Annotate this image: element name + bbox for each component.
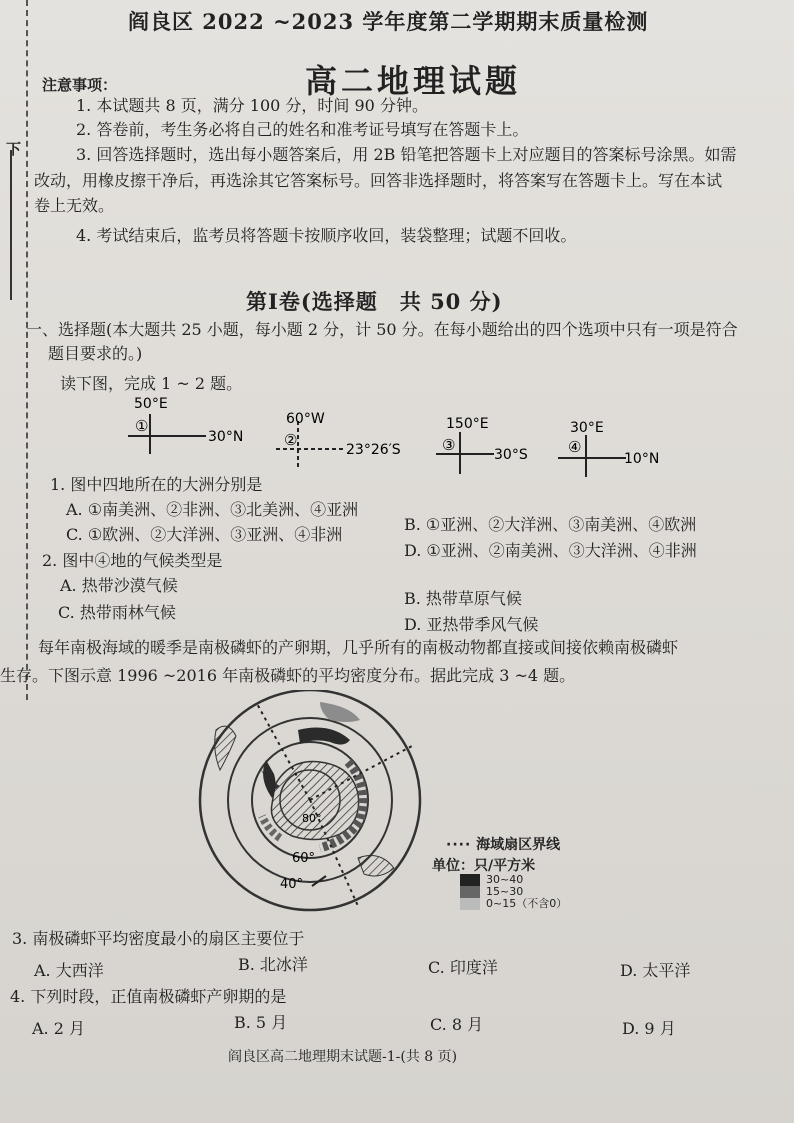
question-3-option-d: D. 太平洋 xyxy=(620,961,691,980)
notice-item: 3. 回答选择题时，选出每小题答案后，用 2B 铅笔把答题卡上对应题目的答案标号涂黑。如需 xyxy=(76,145,737,164)
legend-swatches xyxy=(460,874,482,912)
location-4-diagram xyxy=(550,415,690,485)
notice-item: 改动，用橡皮擦干净后，再选涂其它答案标号。回答非选择题时，将答案写在答题卡上。写在本试 xyxy=(34,171,723,190)
question-1-stem: 1. 图中四地所在的大洲分别是 xyxy=(50,475,263,494)
location-3-lon: 150°E xyxy=(446,416,489,432)
section-instruction: 一、选择题(本大题共 25 小题，每小题 2 分，计 50 分。在每小题给出的四个选项中只有一项是符合 xyxy=(26,320,738,339)
question-3-stem: 3. 南极磷虾平均密度最小的扇区主要位于 xyxy=(12,929,305,948)
location-1-label: ① xyxy=(135,417,149,435)
location-2-lat: 23°26′S xyxy=(346,442,401,458)
section-title: 第Ⅰ卷(选择题 共 50 分) xyxy=(246,289,503,314)
notice-item: 2. 答卷前，考生务必将自己的姓名和准考证号填写在答题卡上。 xyxy=(76,120,529,139)
legend-mid: 15~30 xyxy=(486,885,524,898)
question-4-option-c: C. 8 月 xyxy=(430,1015,484,1034)
question-2-option-c: C. 热带雨林气候 xyxy=(58,603,176,622)
notice-item: 卷上无效。 xyxy=(34,196,115,215)
question-4-option-d: D. 9 月 xyxy=(622,1019,676,1038)
antarctica-shape xyxy=(271,761,358,839)
question-2-option-b: B. 热带草原气候 xyxy=(404,589,522,608)
question-4-stem: 4. 下列时段，正值南极磷虾产卵期的是 xyxy=(10,987,287,1006)
section-instruction: 题目要求的。) xyxy=(48,344,143,363)
question-3-option-a: A. 大西洋 xyxy=(34,961,104,980)
passage-line: 生存。下图示意 1996 ~2016 年南极磷虾的平均密度分布。据此完成 3 ~4 题。 xyxy=(0,666,576,685)
location-4-lon: 30°E xyxy=(570,420,604,436)
south-america-shape xyxy=(215,726,236,770)
binding-line xyxy=(26,0,28,700)
location-3-diagram xyxy=(430,412,570,482)
question-1-option-c: C. ①欧洲、②大洋洲、③亚洲、④非洲 xyxy=(66,525,343,544)
question-4-option-b: B. 5 月 xyxy=(234,1013,288,1032)
location-3-label: ③ xyxy=(442,436,456,454)
binding-mark xyxy=(10,150,12,300)
notice-title: 注意事项： xyxy=(42,76,118,94)
location-2-lon: 60°W xyxy=(286,411,325,427)
lat-label-40: 40° xyxy=(280,877,304,892)
location-4-label: ④ xyxy=(568,438,582,456)
location-1-diagram xyxy=(110,392,290,462)
notice-item: 1. 本试题共 8 页，满分 100 分，时间 90 分钟。 xyxy=(76,96,428,115)
question-4-option-a: A. 2 月 xyxy=(32,1019,85,1038)
question-3-option-b: B. 北冰洋 xyxy=(238,955,308,974)
page-footer: 阎良区高二地理期末试题-1-(共 8 页) xyxy=(228,1049,458,1065)
notice-item: 4. 考试结束后，监考员将答题卡按顺序收回，装袋整理；试题不回收。 xyxy=(76,226,577,245)
legend-swatch-high xyxy=(460,874,480,886)
lat-label-80: 80° xyxy=(302,812,322,825)
question-2-option-d: D. 亚热带季风气候 xyxy=(404,615,539,634)
legend-boundary-label: 海域扇区界线 xyxy=(476,837,561,853)
location-1-lon: 50°E xyxy=(134,396,168,412)
question-2-stem: 2. 图中④地的气候类型是 xyxy=(42,551,223,570)
location-2-label: ② xyxy=(284,431,298,449)
australia-shape xyxy=(358,856,394,876)
legend-boundary xyxy=(446,834,560,854)
legend-unit: 单位：只/平方米 xyxy=(432,858,536,874)
page-title: 高二地理试题 xyxy=(305,62,522,100)
legend-swatch-low xyxy=(460,898,480,910)
location-2-diagram xyxy=(270,405,420,475)
question-1-option-a: A. ①南美洲、②非洲、③北美洲、④亚洲 xyxy=(66,500,359,519)
antarctic-krill-map xyxy=(180,690,430,920)
location-4-lat: 10°N xyxy=(624,451,660,467)
location-1-lat: 30°N xyxy=(208,429,244,445)
question-3-option-c: C. 印度洋 xyxy=(428,958,498,977)
question-1-option-b: B. ①亚洲、②大洋洲、③南美洲、④欧洲 xyxy=(404,515,697,534)
side-mark: 下 xyxy=(6,140,22,158)
legend-high: 30~40 xyxy=(486,873,524,886)
question-1-option-d: D. ①亚洲、②南美洲、③大洋洲、④非洲 xyxy=(404,541,697,560)
legend-swatch-mid xyxy=(460,886,480,898)
legend-low: 0~15（不含0） xyxy=(486,897,568,910)
location-3-lat: 30°S xyxy=(494,447,528,463)
lat-label-60: 60° xyxy=(292,851,316,866)
question-2-option-a: A. 热带沙漠气候 xyxy=(60,576,178,595)
passage-line: 每年南极海域的暖季是南极磷虾的产卵期，几乎所有的南极动物都直接或间接依赖南极磷虾 xyxy=(38,638,679,657)
boundary-line-icon: ···· xyxy=(446,837,472,853)
exam-header: 阎良区 2022 ~2023 学年度第二学期期末质量检测 xyxy=(128,9,649,34)
krill-density-high xyxy=(263,760,276,798)
read-prompt: 读下图，完成 1 ~ 2 题。 xyxy=(60,374,243,393)
